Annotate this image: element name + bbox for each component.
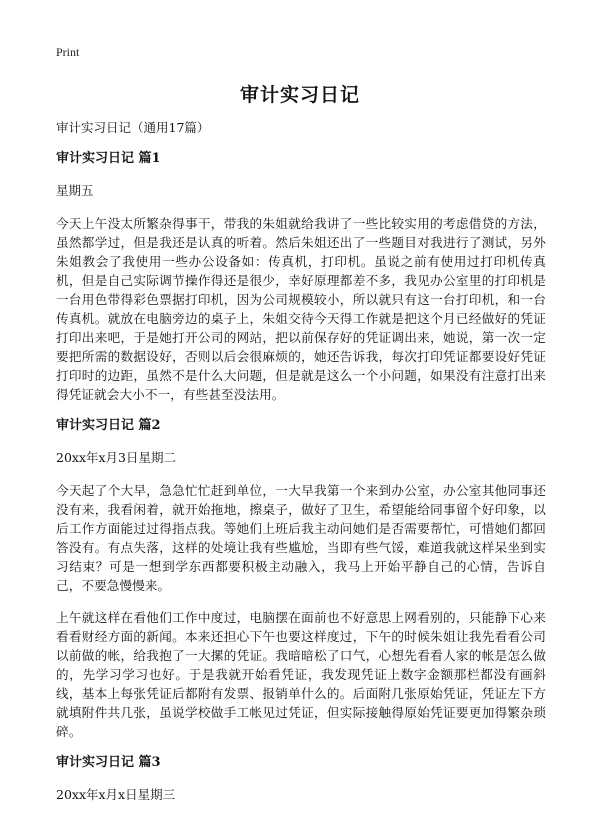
print-link[interactable]: Print (56, 45, 80, 59)
section-heading: 审计实习日记 篇2 (56, 418, 161, 433)
document-subtitle: 审计实习日记（通用17篇） (56, 120, 210, 135)
paragraph: 上午就这样在看他们工作中度过，电脑摆在面前也不好意思上网看别的，只能静下心来看看财经方面的新闻。本来还担心下午也要这样度过，下午的时候朱姐让我先看看公司以前做的帐，给我抱了一大摞的凭证。我暗暗松了口气，心想先看看人家的帐是怎么做的，先学习学习也好。于是我就开始看凭证，我发现凭证上数字金额那栏都没有画斜线，基本上每张凭证后都附有发票、报销单什么的。后面附几张原始凭证，凭证左下方就填附件共几张，虽说学校做手工帐见过凭证，但实际接触得原始凭证要更加得繁杂琐碎。 (56, 610, 546, 739)
page-title: 审计实习日记 (239, 84, 360, 106)
entry-date: 星期五 (56, 183, 94, 198)
entry-date: 20xx年x月3日星期二 (56, 450, 177, 465)
diary-entry-1 (56, 150, 546, 404)
paragraph: 今天起了个大早，急急忙忙赶到单位，一大早我第一个来到办公室，办公室其他同事还没有来，我看闲着，就开始拖地，擦桌子，做好了卫生，希望能给同事留个好印象，以后工作方面能过过得指点我。等她们上班后我主动问她们是否需要帮忙，可惜她们都回答没有。有点失落，这样的处境让我有些尴尬，当即有些气馁，难道我就这样呆坐到实习结束？可是一想到学东西都要积极主动融入，我马上开始平静自己的心情，告诉自己，不要急慢慢来。 (56, 483, 546, 593)
section-heading: 审计实习日记 篇3 (56, 755, 161, 770)
diary-entry-3 (56, 754, 546, 804)
paragraph: 今天上午没太所繁杂得事干，带我的朱姐就给我讲了一些比较实用的考虑借贷的方法，虽然都学过，但是我还是认真的听着。然后朱姐还出了一些题目对我进行了测试，另外朱姐教会了我使用一些办公设备如：传真机，打印机。虽说之前有使用过打印机传真机，但是自己实际调节操作得还是很少，幸好原理都差不多，我见办公室里的打印机是一台用色带得彩色票据打印机，因为公司规模较小，所以就只有这一台打印机，和一台传真机。就放在电脑旁边的桌子上，朱姐交待今天得工作就是把这个月已经做好的凭证打印出来吧，于是她打开公司的网站，把以前保存好的凭证调出来，她说，第一次一定要把所需的数据设好，否则以后会很麻烦的，她还告诉我，每次打印凭证都要设好凭证打印时的边距，虽然不是什么大问题，但是就是这么一个小问题，如果没有注意打出来得凭证就会大小不一，有些甚至没法用。 (56, 216, 546, 402)
section-heading: 审计实习日记 篇1 (56, 151, 161, 166)
diary-entry-2 (56, 417, 546, 741)
entry-date: 20xx年x月x日星期三 (56, 787, 176, 802)
document-body (56, 119, 546, 818)
